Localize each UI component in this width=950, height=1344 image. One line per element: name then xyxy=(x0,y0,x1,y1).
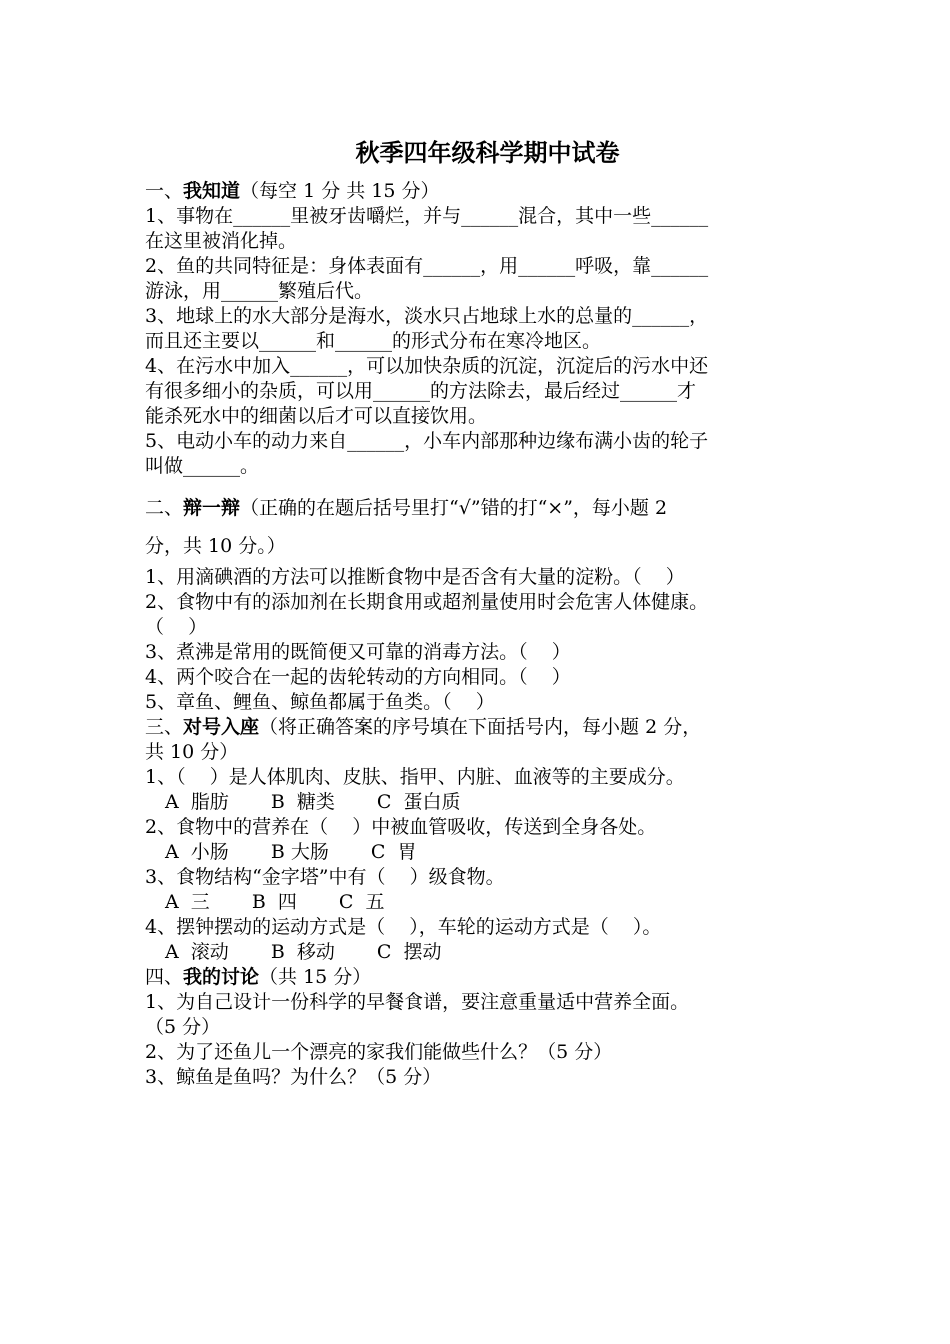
section-4-heading xyxy=(145,965,810,990)
question-line: 1、为自己设计一份科学的早餐食谱，要注意重量适中营养全面。 xyxy=(145,991,690,1013)
question-line: 1、用滴碘酒的方法可以推断食物中是否含有大量的淀粉。（ ） xyxy=(145,566,685,588)
question-line: 而且还主要以______和______的形式分布在寒冷地区。 xyxy=(145,330,602,352)
section-2-note: （正确的在题后括号里打“√”错的打“×”，每小题 2 xyxy=(240,497,668,519)
section-2-note-cont: 分，共 10 分。） xyxy=(145,535,286,557)
section-4-name: 我的讨论 xyxy=(183,966,260,988)
section-1 xyxy=(145,179,810,479)
section-3-name: 对号入座 xyxy=(183,716,260,738)
section-3-note: （将正确答案的序号填在下面括号内，每小题 2 分， xyxy=(259,716,702,738)
option: A 脂肪 xyxy=(165,791,229,813)
question-line: 4、在污水中加入______，可以加快杂质的沉淀，沉淀后的污水中还 xyxy=(145,355,709,377)
section-2-number: 二、 xyxy=(145,497,184,519)
question-line: 能杀死水中的细菌以后才可以直接饮用。 xyxy=(145,405,488,427)
question-line: 5、章鱼、鲤鱼、鲸鱼都属于鱼类。（ ） xyxy=(145,691,495,713)
question-line: 1、（ ）是人体肌肉、皮肤、指甲、内脏、血液等的主要成分。 xyxy=(145,766,685,788)
question-line: 在这里被消化掉。 xyxy=(145,230,298,252)
question-line: （5 分） xyxy=(145,1016,221,1038)
section-2-name: 辩一辩 xyxy=(183,497,241,519)
question-line: 5、电动小车的动力来自______，小车内部那种边缘布满小齿的轮子 xyxy=(145,430,709,452)
option: B 大肠 xyxy=(270,841,329,863)
question-line: 2、为了还鱼儿一个漂亮的家我们能做些什么？（5 分） xyxy=(145,1041,613,1063)
question-line: 3、食物结构“金字塔”中有（ ）级食物。 xyxy=(145,866,505,888)
answer-options xyxy=(145,890,810,915)
question-line: 3、煮沸是常用的既简便又可靠的消毒方法。（ ） xyxy=(145,641,571,663)
section-2-heading xyxy=(145,489,810,527)
option: A 小肠 xyxy=(165,841,229,863)
option: A 三 xyxy=(165,891,210,913)
section-3-note-cont: 共 10 分） xyxy=(145,741,239,763)
option: C 五 xyxy=(338,891,385,913)
answer-options xyxy=(145,790,810,815)
option: C 摆动 xyxy=(376,941,442,963)
question-line: 有很多细小的杂质，可以用______的方法除去，最后经过______才 xyxy=(145,380,697,402)
section-2 xyxy=(145,489,810,715)
exam-title: 秋季四年级科学期中试卷 xyxy=(355,139,620,167)
question-line: 3、鲸鱼是鱼吗？为什么？（5 分） xyxy=(145,1066,442,1088)
section-1-name: 我知道 xyxy=(183,180,241,202)
option: C 胃 xyxy=(370,841,417,863)
option: A 滚动 xyxy=(165,941,229,963)
question-line: 1、事物在______里被牙齿嚼烂，并与______混合，其中一些______ xyxy=(145,205,709,227)
question-line: 3、地球上的水大部分是海水，淡水只占地球上水的总量的______， xyxy=(145,305,709,327)
exam-page xyxy=(145,136,810,1090)
question-line: 叫做______。 xyxy=(145,455,260,477)
question-line: 4、两个咬合在一起的齿轮转动的方向相同。（ ） xyxy=(145,666,571,688)
question-line: 2、食物中有的添加剂在长期食用或超剂量使用时会危害人体健康。 xyxy=(145,591,709,613)
question-line: （ ） xyxy=(145,616,208,638)
option: B 四 xyxy=(251,891,297,913)
question-line: 游泳，用______繁殖后代。 xyxy=(145,280,374,302)
section-3-number: 三、 xyxy=(145,716,184,738)
section-1-note: （每空 1 分 共 15 分） xyxy=(240,180,440,202)
section-3 xyxy=(145,715,810,965)
answer-options xyxy=(145,940,810,965)
section-4-number: 四、 xyxy=(145,966,184,988)
option: C 蛋白质 xyxy=(376,791,461,813)
section-3-heading xyxy=(145,715,810,740)
section-1-number: 一、 xyxy=(145,180,184,202)
section-1-heading xyxy=(145,179,810,204)
option: B 移动 xyxy=(270,941,335,963)
option: B 糖类 xyxy=(270,791,335,813)
question-line: 2、鱼的共同特征是：身体表面有______，用______呼吸，靠______ xyxy=(145,255,709,277)
section-4-note: （共 15 分） xyxy=(259,966,372,988)
question-line: 4、摆钟摆动的运动方式是（ ），车轮的运动方式是（ ）。 xyxy=(145,916,662,938)
section-4 xyxy=(145,965,810,1090)
answer-options xyxy=(145,840,810,865)
question-line: 2、食物中的营养在（ ）中被血管吸收，传送到全身各处。 xyxy=(145,816,657,838)
